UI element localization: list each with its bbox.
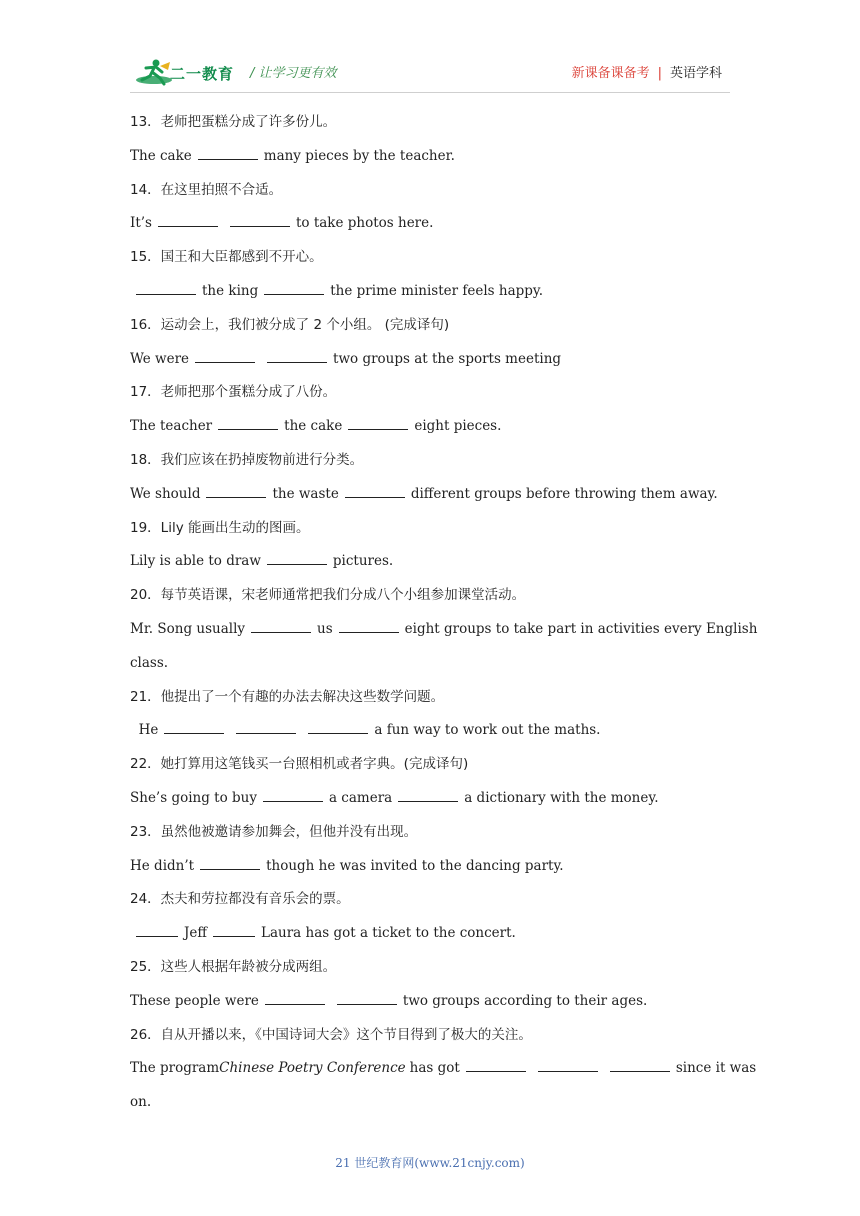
question-prompt: 15．国王和大臣都感到不开心。 — [130, 249, 323, 266]
sentence-text: the prime minister feels happy. — [330, 282, 544, 299]
answer-line — [130, 144, 720, 178]
answer-blank[interactable] — [466, 1057, 526, 1072]
sentence-text: He — [130, 722, 159, 739]
answer-line — [130, 211, 720, 245]
sentence-text: We were — [130, 350, 190, 367]
sentence-text: Jeff — [184, 925, 207, 942]
sentence-text: eight groups to take part in activities every English — [404, 620, 758, 637]
answer-blank[interactable] — [265, 990, 325, 1005]
sentence-text: She’s going to buy — [130, 789, 257, 806]
question-prompt: 17．老师把那个蛋糕分成了八份。 — [130, 384, 337, 401]
exercise-list — [130, 110, 758, 1124]
answer-line — [130, 617, 758, 651]
question-prompt: 22．她打算用这笔钱买一台照相机或者字典。(完成译句) — [130, 756, 469, 773]
question-prompt: 13．老师把蛋糕分成了许多份儿。 — [130, 114, 337, 130]
sentence-text: since it was — [675, 1060, 757, 1077]
sentence-text: on. — [130, 1094, 152, 1111]
sentence-text: a camera — [328, 789, 393, 806]
logo-text: 二一教育 — [170, 65, 235, 83]
question-prompt: 24．杰夫和劳拉都没有音乐会的票。 — [130, 891, 350, 908]
answer-blank[interactable] — [164, 719, 224, 734]
sentence-text: The cake — [130, 147, 192, 164]
answer-line — [130, 1090, 720, 1124]
answer-blank[interactable] — [264, 280, 324, 295]
sentence-text: Mr. Song usually — [130, 620, 246, 637]
answer-blank[interactable] — [538, 1057, 598, 1072]
header-divider — [130, 92, 730, 93]
answer-line — [130, 347, 720, 381]
sentence-text: different groups before throwing them away. — [410, 485, 718, 502]
answer-blank[interactable] — [267, 550, 327, 565]
question-prompt: 20．每节英语课，宋老师通常把我们分成八个小组参加课堂活动。 — [130, 587, 526, 604]
sentence-text: the waste — [272, 485, 339, 502]
answer-blank[interactable] — [345, 483, 405, 498]
answer-blank[interactable] — [213, 922, 255, 937]
sentence-text: to take photos here. — [295, 215, 434, 232]
sentence-text: It’s — [130, 215, 152, 232]
header-subject-label: 英语学科 — [669, 66, 722, 81]
sentence-text: a fun way to work out the maths. — [374, 722, 601, 739]
question-prompt: 14．在这里拍照不合适。 — [130, 181, 283, 198]
answer-blank[interactable] — [236, 719, 296, 734]
answer-blank[interactable] — [398, 787, 458, 802]
sentence-text: The teacher — [130, 418, 213, 435]
sentence-text: class. — [130, 654, 169, 671]
answer-blank[interactable] — [230, 212, 290, 227]
answer-blank[interactable] — [158, 212, 218, 227]
sentence-text: a dictionary with the money. — [464, 789, 659, 806]
answer-line — [130, 854, 720, 888]
answer-blank[interactable] — [610, 1057, 670, 1072]
answer-line — [130, 718, 720, 752]
sentence-text: two groups at the sports meeting — [333, 350, 562, 367]
header-course-label: 新课备课备考 — [571, 66, 650, 81]
answer-line — [130, 549, 720, 583]
question-prompt: 16．运动会上，我们被分成了 2 个小组。 (完成译句) — [130, 316, 450, 333]
sentence-text: He didn’t — [130, 857, 195, 874]
question-prompt: 26．自从开播以来，《中国诗词大会》这个节目得到了极大的关注。 — [130, 1026, 532, 1043]
question-prompt: 25．这些人根据年龄被分成两组。 — [130, 958, 337, 975]
sentence-text: the king — [202, 282, 259, 299]
sentence-text: eight pieces. — [414, 418, 502, 435]
answer-blank[interactable] — [251, 618, 311, 633]
answer-line — [130, 651, 720, 685]
program-title: Chinese Poetry Conference — [219, 1060, 406, 1077]
question-prompt: 18．我们应该在扔掉废物前进行分类。 — [130, 451, 364, 468]
answer-blank[interactable] — [337, 990, 397, 1005]
question-prompt: 19．Lily 能画出生动的图画。 — [130, 519, 310, 536]
sentence-text: two groups according to their ages. — [402, 992, 648, 1009]
answer-line — [130, 786, 720, 820]
answer-blank[interactable] — [348, 415, 408, 430]
answer-blank[interactable] — [206, 483, 266, 498]
answer-blank[interactable] — [136, 922, 178, 937]
answer-blank[interactable] — [218, 415, 278, 430]
question-prompt: 21．他提出了一个有趣的办法去解决这些数学问题。 — [130, 688, 445, 705]
sentence-text: pictures. — [332, 553, 394, 570]
answer-line — [130, 482, 720, 516]
sentence-text: many pieces by the teacher. — [263, 147, 455, 164]
page-footer: 21 世纪教育网(www.21cnjy.com) — [335, 1156, 525, 1170]
answer-blank[interactable] — [308, 719, 368, 734]
sentence-text: Lily is able to draw — [130, 553, 261, 570]
answer-blank[interactable] — [136, 280, 196, 295]
answer-line — [130, 921, 720, 955]
header-separator: | — [657, 66, 662, 81]
answer-blank[interactable] — [198, 145, 258, 160]
answer-line — [130, 989, 720, 1023]
page-header — [0, 52, 860, 96]
sentence-text: the cake — [284, 418, 343, 435]
answer-blank[interactable] — [195, 348, 255, 363]
sentence-text: us — [317, 620, 333, 637]
answer-blank[interactable] — [267, 348, 327, 363]
question-prompt: 23．虽然他被邀请参加舞会，但他并没有出现。 — [130, 823, 418, 840]
sentence-text: These people were — [130, 992, 259, 1009]
answer-line — [130, 414, 720, 448]
sentence-text: Laura has got a ticket to the concert. — [261, 925, 516, 942]
sentence-text: The program — [130, 1060, 220, 1077]
sentence-text: has got — [409, 1060, 460, 1077]
answer-line — [130, 279, 720, 313]
sentence-text: We should — [130, 485, 201, 502]
sentence-text: though he was invited to the dancing party. — [266, 857, 564, 874]
header-subject — [572, 62, 722, 81]
answer-blank[interactable] — [339, 618, 399, 633]
slogan: / 让学习更有效 — [250, 66, 337, 81]
answer-line — [130, 1056, 757, 1090]
answer-blank[interactable] — [200, 855, 260, 870]
answer-blank[interactable] — [263, 787, 323, 802]
